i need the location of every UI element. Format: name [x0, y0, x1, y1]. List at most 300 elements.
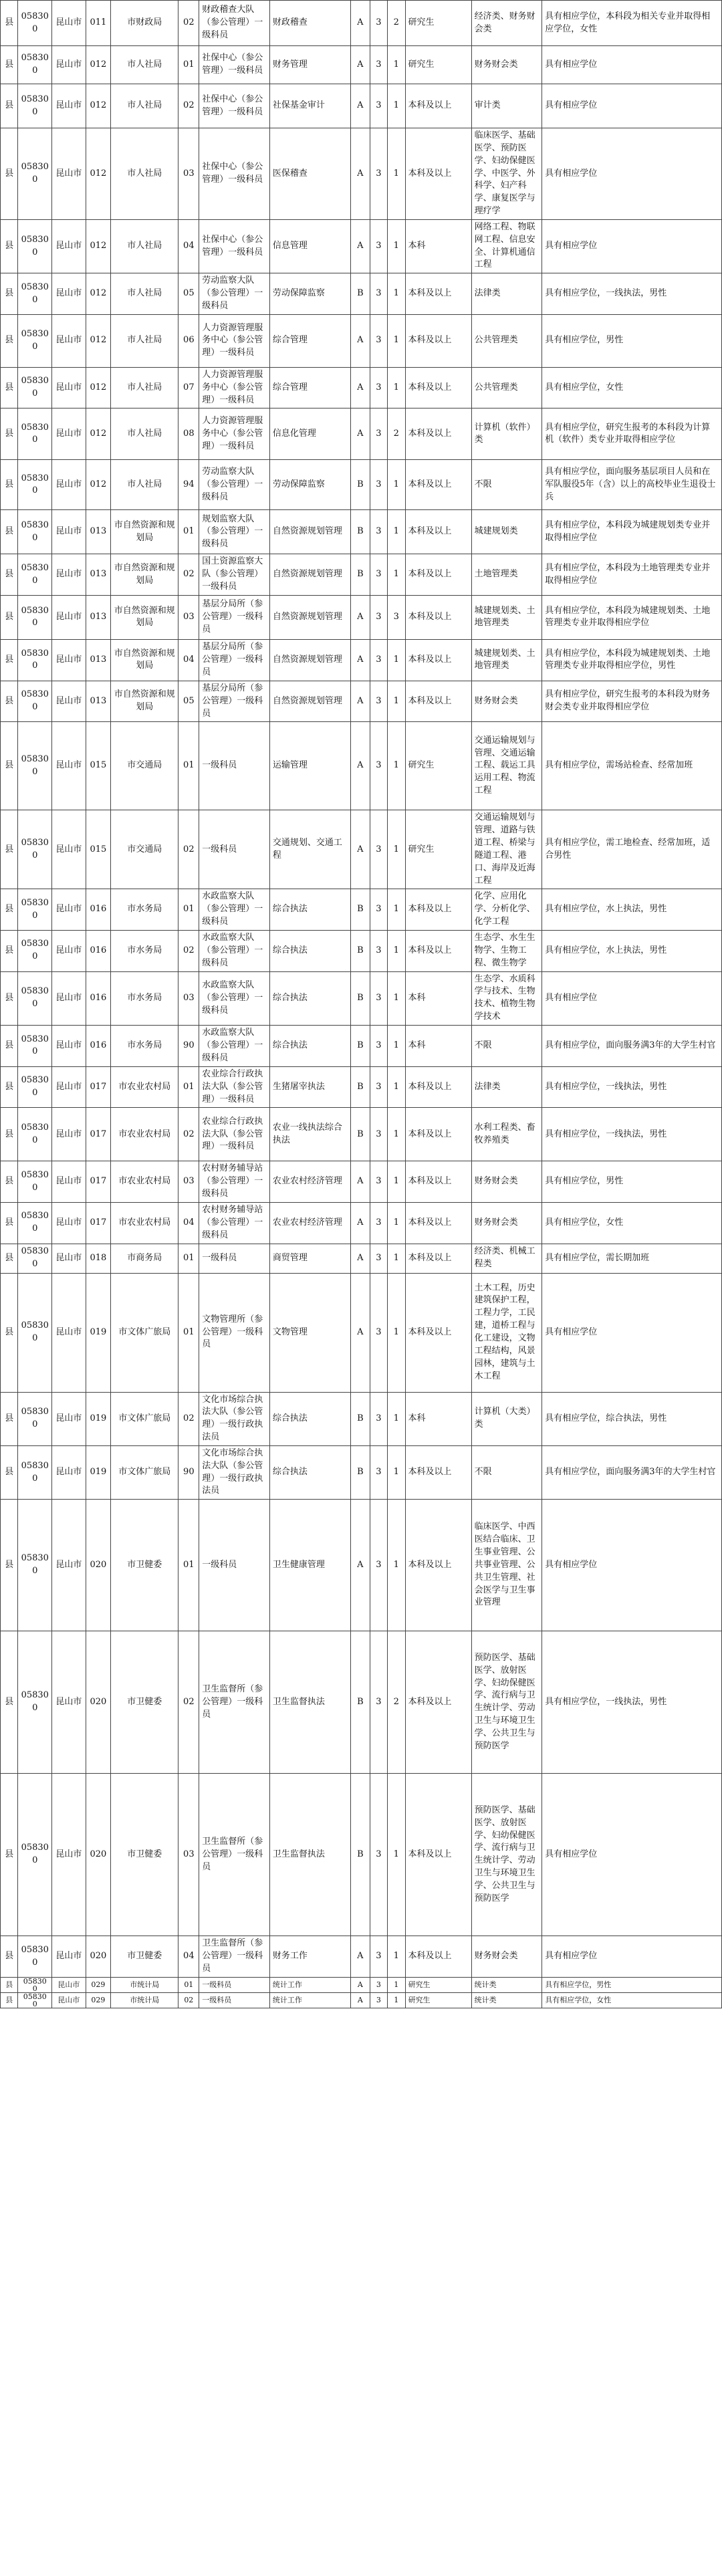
cell-unit-code: 012 [86, 84, 110, 128]
cell-dept-code: 058300 [18, 1977, 52, 1992]
cell-position-code: 02 [178, 1392, 199, 1445]
table-row [1, 1108, 722, 1161]
cell-education: 本科及以上 [405, 408, 471, 460]
cell-major: 财务财会类 [471, 1202, 542, 1244]
cell-position-name: 劳动监察大队（参公管理）一级科员 [199, 273, 270, 315]
cell-education: 本科及以上 [405, 1936, 471, 1978]
cell-city: 昆山市 [52, 1161, 86, 1203]
table-row [1, 1977, 722, 1992]
cell-position-name: 水政监察大队（参公管理）一级科员 [199, 889, 270, 931]
cell-major: 不限 [471, 1025, 542, 1066]
cell-position-code: 04 [178, 1936, 199, 1978]
table-row [1, 128, 722, 220]
cell-position-name: 卫生监督所（参公管理）一级科员 [199, 1936, 270, 1978]
table-row [1, 408, 722, 460]
cell-major: 城建规划类、土地管理类 [471, 595, 542, 639]
cell-position-type: 运输管理 [269, 722, 350, 810]
cell-position-code: 02 [178, 554, 199, 596]
cell-position-name: 农村财务辅导站（参公管理）一级科员 [199, 1202, 270, 1244]
cell-education: 本科及以上 [405, 1108, 471, 1161]
cell-level: 县 [1, 1500, 18, 1631]
cell-exam-category: A [351, 314, 370, 367]
cell-ratio: 3 [370, 46, 387, 84]
cell-department: 市自然资源和规划局 [111, 510, 178, 554]
table-row [1, 1774, 722, 1936]
cell-position-type: 财政稽查 [269, 1, 350, 46]
cell-ratio: 3 [370, 722, 387, 810]
cell-exam-category: B [351, 971, 370, 1025]
cell-ratio: 3 [370, 1244, 387, 1273]
cell-position-type: 卫生监督执法 [269, 1631, 350, 1774]
cell-department: 市统计局 [111, 1992, 178, 2008]
cell-position-name: 人力资源管理服务中心（参公管理）一级科员 [199, 367, 270, 408]
cell-major: 财务财会类 [471, 46, 542, 84]
table-row [1, 1445, 722, 1499]
cell-position-type: 社保基金审计 [269, 84, 350, 128]
cell-ratio: 3 [370, 554, 387, 596]
cell-dept-code: 058300 [18, 722, 52, 810]
cell-department: 市农业农村局 [111, 1066, 178, 1108]
cell-position-code: 01 [178, 510, 199, 554]
cell-position-name: 基层分局所（参公管理）一级科员 [199, 681, 270, 722]
cell-requirements: 具有相应学位，女性 [542, 1992, 722, 2008]
cell-major: 生态学、水生生物学、生物工程、微生物学 [471, 931, 542, 972]
cell-city: 昆山市 [52, 931, 86, 972]
cell-exam-category: A [351, 1977, 370, 1992]
cell-requirements: 具有相应学位 [542, 1774, 722, 1936]
cell-department: 市人社局 [111, 84, 178, 128]
cell-exam-category: A [351, 367, 370, 408]
cell-department: 市水务局 [111, 1025, 178, 1066]
cell-position-code: 04 [178, 219, 199, 273]
cell-major: 财务财会类 [471, 1936, 542, 1978]
cell-level: 县 [1, 510, 18, 554]
cell-requirements: 具有相应学位，面向服务满3年的大学生村官 [542, 1025, 722, 1066]
cell-position-code: 03 [178, 595, 199, 639]
cell-education: 本科及以上 [405, 1202, 471, 1244]
cell-ratio: 3 [370, 219, 387, 273]
cell-department: 市交通局 [111, 722, 178, 810]
cell-unit-code: 012 [86, 408, 110, 460]
table-row [1, 1202, 722, 1244]
cell-dept-code: 058300 [18, 971, 52, 1025]
cell-quota: 1 [388, 1774, 405, 1936]
cell-major: 交通运输规划与管理、道路与铁道工程、桥梁与隧道工程、港口、海岸及近海工程 [471, 810, 542, 889]
cell-quota: 1 [388, 1936, 405, 1978]
cell-level: 县 [1, 273, 18, 315]
cell-major: 公共管理类 [471, 367, 542, 408]
cell-quota: 1 [388, 971, 405, 1025]
cell-city: 昆山市 [52, 1774, 86, 1936]
cell-requirements: 具有相应学位，面向服务基层项目人员和在军队服役5年（含）以上的高校毕业生退役士兵 [542, 460, 722, 510]
cell-ratio: 3 [370, 1445, 387, 1499]
cell-major: 交通运输规划与管理、交通运输工程、载运工具运用工程、物流工程 [471, 722, 542, 810]
cell-dept-code: 058300 [18, 408, 52, 460]
cell-exam-category: B [351, 1392, 370, 1445]
table-row [1, 889, 722, 931]
cell-position-name: 水政监察大队（参公管理）一级科员 [199, 931, 270, 972]
cell-position-code: 02 [178, 1992, 199, 2008]
cell-level: 县 [1, 1774, 18, 1936]
cell-ratio: 3 [370, 681, 387, 722]
cell-unit-code: 013 [86, 554, 110, 596]
cell-position-name: 社保中心（参公管理）一级科员 [199, 84, 270, 128]
cell-quota: 1 [388, 367, 405, 408]
cell-city: 昆山市 [52, 722, 86, 810]
cell-city: 昆山市 [52, 408, 86, 460]
cell-dept-code: 058300 [18, 889, 52, 931]
cell-dept-code: 058300 [18, 931, 52, 972]
cell-exam-category: A [351, 639, 370, 681]
cell-education: 本科及以上 [405, 1161, 471, 1203]
cell-ratio: 3 [370, 84, 387, 128]
cell-dept-code: 058300 [18, 510, 52, 554]
cell-department: 市人社局 [111, 46, 178, 84]
cell-ratio: 3 [370, 639, 387, 681]
cell-position-type: 自然资源规划管理 [269, 510, 350, 554]
table-row [1, 314, 722, 367]
cell-education: 本科及以上 [405, 1066, 471, 1108]
cell-requirements: 具有相应学位，需长期加班 [542, 1244, 722, 1273]
cell-exam-category: B [351, 273, 370, 315]
cell-unit-code: 012 [86, 460, 110, 510]
cell-education: 本科及以上 [405, 1774, 471, 1936]
cell-unit-code: 020 [86, 1631, 110, 1774]
cell-position-type: 综合执法 [269, 1025, 350, 1066]
cell-ratio: 3 [370, 595, 387, 639]
cell-position-code: 02 [178, 1108, 199, 1161]
cell-dept-code: 058300 [18, 1066, 52, 1108]
cell-dept-code: 058300 [18, 1936, 52, 1978]
table-row [1, 1066, 722, 1108]
cell-position-name: 人力资源管理服务中心（参公管理）一级科员 [199, 408, 270, 460]
cell-exam-category: A [351, 1500, 370, 1631]
cell-major: 计算机（大类）类 [471, 1392, 542, 1445]
cell-ratio: 3 [370, 1, 387, 46]
cell-position-code: 01 [178, 889, 199, 931]
cell-ratio: 3 [370, 408, 387, 460]
cell-position-type: 自然资源规划管理 [269, 681, 350, 722]
cell-dept-code: 058300 [18, 1161, 52, 1203]
cell-position-code: 02 [178, 810, 199, 889]
cell-education: 本科及以上 [405, 1244, 471, 1273]
cell-position-name: 一级科员 [199, 1500, 270, 1631]
cell-requirements: 具有相应学位，本科段为城建规划类、土地管理类专业并取得相应学位 [542, 595, 722, 639]
cell-city: 昆山市 [52, 1445, 86, 1499]
cell-major: 化学、应用化学、分析化学、化学工程 [471, 889, 542, 931]
cell-level: 县 [1, 219, 18, 273]
cell-dept-code: 058300 [18, 1202, 52, 1244]
cell-ratio: 3 [370, 931, 387, 972]
table-row [1, 1244, 722, 1273]
cell-position-name: 农业综合行政执法大队（参公管理）一级科员 [199, 1066, 270, 1108]
cell-education: 本科及以上 [405, 128, 471, 220]
cell-education: 研究生 [405, 1992, 471, 2008]
cell-requirements: 具有相应学位，男性 [542, 1161, 722, 1203]
cell-dept-code: 058300 [18, 1774, 52, 1936]
cell-exam-category: A [351, 408, 370, 460]
cell-requirements: 具有相应学位，一线执法，男性 [542, 1108, 722, 1161]
cell-requirements: 具有相应学位，女性 [542, 367, 722, 408]
cell-ratio: 3 [370, 1273, 387, 1392]
cell-position-code: 01 [178, 722, 199, 810]
cell-education: 本科及以上 [405, 554, 471, 596]
cell-quota: 1 [388, 1992, 405, 2008]
cell-requirements: 具有相应学位，水上执法，男性 [542, 889, 722, 931]
cell-position-name: 卫生监督所（参公管理）一级科员 [199, 1631, 270, 1774]
cell-unit-code: 020 [86, 1936, 110, 1978]
cell-unit-code: 020 [86, 1774, 110, 1936]
cell-requirements: 具有相应学位，一线执法，男性 [542, 1631, 722, 1774]
cell-department: 市人社局 [111, 460, 178, 510]
table-row [1, 1161, 722, 1203]
cell-dept-code: 058300 [18, 367, 52, 408]
cell-city: 昆山市 [52, 460, 86, 510]
cell-exam-category: B [351, 889, 370, 931]
cell-exam-category: B [351, 1774, 370, 1936]
cell-exam-category: A [351, 128, 370, 220]
cell-position-type: 农业农村经济管理 [269, 1161, 350, 1203]
cell-department: 市水务局 [111, 931, 178, 972]
cell-position-type: 交通规划、交通工程 [269, 810, 350, 889]
cell-education: 本科 [405, 1025, 471, 1066]
cell-education: 本科 [405, 971, 471, 1025]
cell-position-name: 文化市场综合执法大队（参公管理）一级行政执法员 [199, 1445, 270, 1499]
cell-dept-code: 058300 [18, 810, 52, 889]
table-row [1, 931, 722, 972]
table-row [1, 1631, 722, 1774]
cell-education: 本科 [405, 219, 471, 273]
cell-unit-code: 017 [86, 1202, 110, 1244]
cell-position-name: 财政稽查大队（参公管理）一级科员 [199, 1, 270, 46]
cell-dept-code: 058300 [18, 1025, 52, 1066]
cell-quota: 1 [388, 460, 405, 510]
cell-position-name: 文化市场综合执法大队（参公管理）一级行政执法员 [199, 1392, 270, 1445]
cell-unit-code: 015 [86, 722, 110, 810]
cell-position-name: 基层分局所（参公管理）一级科员 [199, 639, 270, 681]
cell-unit-code: 017 [86, 1161, 110, 1203]
table-row [1, 554, 722, 596]
cell-requirements: 具有相应学位，一线执法，男性 [542, 273, 722, 315]
table-row [1, 595, 722, 639]
table-row [1, 273, 722, 315]
cell-position-type: 综合执法 [269, 931, 350, 972]
cell-position-type: 自然资源规划管理 [269, 554, 350, 596]
cell-ratio: 3 [370, 1500, 387, 1631]
cell-position-type: 农业农村经济管理 [269, 1202, 350, 1244]
cell-exam-category: B [351, 1108, 370, 1161]
cell-position-type: 卫生监督执法 [269, 1774, 350, 1936]
cell-unit-code: 016 [86, 1025, 110, 1066]
cell-position-name: 水政监察大队（参公管理）一级科员 [199, 1025, 270, 1066]
cell-position-name: 国土资源监察大队（参公管理）一级科员 [199, 554, 270, 596]
cell-exam-category: A [351, 1992, 370, 2008]
cell-department: 市文体广旅局 [111, 1392, 178, 1445]
cell-position-code: 02 [178, 931, 199, 972]
cell-city: 昆山市 [52, 1936, 86, 1978]
cell-position-name: 社保中心（参公管理）一级科员 [199, 46, 270, 84]
cell-exam-category: B [351, 1066, 370, 1108]
cell-dept-code: 058300 [18, 1445, 52, 1499]
cell-quota: 1 [388, 1500, 405, 1631]
cell-unit-code: 012 [86, 46, 110, 84]
cell-position-code: 03 [178, 1161, 199, 1203]
cell-unit-code: 011 [86, 1, 110, 46]
cell-position-code: 01 [178, 1977, 199, 1992]
cell-education: 本科及以上 [405, 889, 471, 931]
cell-requirements: 具有相应学位，面向服务满3年的大学生村官 [542, 1445, 722, 1499]
cell-dept-code: 058300 [18, 1500, 52, 1631]
cell-department: 市文体广旅局 [111, 1445, 178, 1499]
cell-position-code: 07 [178, 367, 199, 408]
cell-education: 本科及以上 [405, 84, 471, 128]
cell-level: 县 [1, 1161, 18, 1203]
cell-city: 昆山市 [52, 639, 86, 681]
cell-quota: 1 [388, 314, 405, 367]
cell-unit-code: 018 [86, 1244, 110, 1273]
cell-exam-category: B [351, 1445, 370, 1499]
cell-major: 城建规划类、土地管理类 [471, 639, 542, 681]
cell-department: 市人社局 [111, 314, 178, 367]
cell-dept-code: 058300 [18, 460, 52, 510]
cell-requirements: 具有相应学位 [542, 128, 722, 220]
cell-city: 昆山市 [52, 1066, 86, 1108]
cell-quota: 1 [388, 1392, 405, 1445]
cell-ratio: 3 [370, 367, 387, 408]
cell-exam-category: A [351, 595, 370, 639]
cell-level: 县 [1, 595, 18, 639]
cell-department: 市卫健委 [111, 1936, 178, 1978]
cell-quota: 1 [388, 46, 405, 84]
cell-ratio: 3 [370, 1108, 387, 1161]
cell-ratio: 3 [370, 273, 387, 315]
cell-level: 县 [1, 810, 18, 889]
cell-level: 县 [1, 1202, 18, 1244]
cell-department: 市卫健委 [111, 1774, 178, 1936]
cell-requirements: 具有相应学位，需工地检查、经常加班，适合男性 [542, 810, 722, 889]
cell-exam-category: A [351, 1273, 370, 1392]
table-row [1, 681, 722, 722]
cell-ratio: 3 [370, 1936, 387, 1978]
cell-major: 不限 [471, 460, 542, 510]
cell-quota: 1 [388, 639, 405, 681]
cell-unit-code: 012 [86, 273, 110, 315]
cell-exam-category: A [351, 1, 370, 46]
cell-dept-code: 058300 [18, 1, 52, 46]
cell-unit-code: 012 [86, 128, 110, 220]
cell-level: 县 [1, 314, 18, 367]
cell-position-name: 农村财务辅导站（参公管理）一级科员 [199, 1161, 270, 1203]
cell-department: 市人社局 [111, 273, 178, 315]
cell-department: 市人社局 [111, 128, 178, 220]
cell-requirements: 具有相应学位，研究生报考的本科段为财务财会类专业并取得相应学位 [542, 681, 722, 722]
cell-position-code: 01 [178, 1273, 199, 1392]
cell-level: 县 [1, 931, 18, 972]
cell-dept-code: 058300 [18, 46, 52, 84]
cell-position-type: 综合执法 [269, 1392, 350, 1445]
table-row [1, 1992, 722, 2008]
cell-major: 计算机（软件）类 [471, 408, 542, 460]
cell-major: 不限 [471, 1445, 542, 1499]
cell-quota: 1 [388, 810, 405, 889]
cell-position-code: 94 [178, 460, 199, 510]
cell-education: 本科及以上 [405, 1631, 471, 1774]
cell-major: 财务财会类 [471, 1161, 542, 1203]
cell-city: 昆山市 [52, 971, 86, 1025]
cell-education: 本科及以上 [405, 460, 471, 510]
cell-city: 昆山市 [52, 314, 86, 367]
cell-level: 县 [1, 1273, 18, 1392]
cell-major: 经济类、机械工程类 [471, 1244, 542, 1273]
cell-ratio: 3 [370, 1977, 387, 1992]
cell-unit-code: 013 [86, 595, 110, 639]
cell-level: 县 [1, 1977, 18, 1992]
cell-department: 市自然资源和规划局 [111, 681, 178, 722]
cell-unit-code: 015 [86, 810, 110, 889]
cell-position-type: 财务工作 [269, 1936, 350, 1978]
cell-position-type: 卫生健康管理 [269, 1500, 350, 1631]
cell-education: 本科 [405, 1392, 471, 1445]
cell-quota: 1 [388, 1244, 405, 1273]
cell-department: 市卫健委 [111, 1500, 178, 1631]
cell-requirements: 具有相应学位 [542, 84, 722, 128]
cell-education: 本科及以上 [405, 1445, 471, 1499]
cell-ratio: 3 [370, 889, 387, 931]
cell-quota: 1 [388, 1025, 405, 1066]
cell-dept-code: 058300 [18, 128, 52, 220]
cell-position-type: 医保稽查 [269, 128, 350, 220]
table-row [1, 1392, 722, 1445]
cell-ratio: 3 [370, 460, 387, 510]
cell-city: 昆山市 [52, 595, 86, 639]
cell-education: 本科及以上 [405, 367, 471, 408]
cell-education: 本科及以上 [405, 510, 471, 554]
cell-position-type: 生猪屠宰执法 [269, 1066, 350, 1108]
table-row [1, 722, 722, 810]
cell-department: 市卫健委 [111, 1631, 178, 1774]
cell-education: 研究生 [405, 1977, 471, 1992]
cell-city: 昆山市 [52, 1500, 86, 1631]
cell-quota: 2 [388, 1, 405, 46]
cell-requirements: 具有相应学位，水上执法，男性 [542, 931, 722, 972]
cell-unit-code: 012 [86, 367, 110, 408]
cell-city: 昆山市 [52, 46, 86, 84]
cell-exam-category: A [351, 722, 370, 810]
cell-position-code: 06 [178, 314, 199, 367]
cell-city: 昆山市 [52, 128, 86, 220]
cell-requirements: 具有相应学位 [542, 971, 722, 1025]
table-row [1, 84, 722, 128]
table-row [1, 810, 722, 889]
cell-position-name: 基层分局所（参公管理）一级科员 [199, 595, 270, 639]
cell-city: 昆山市 [52, 84, 86, 128]
cell-level: 县 [1, 889, 18, 931]
cell-city: 昆山市 [52, 1977, 86, 1992]
cell-quota: 1 [388, 1108, 405, 1161]
cell-quota: 1 [388, 1202, 405, 1244]
cell-position-name: 文物管理所（参公管理）一级科员 [199, 1273, 270, 1392]
cell-major: 土木工程，历史建筑保护工程，工程力学，工民建，道桥工程与化工建设，文物工程结构，风景园林，建筑与土木工程 [471, 1273, 542, 1392]
cell-department: 市自然资源和规划局 [111, 595, 178, 639]
cell-dept-code: 058300 [18, 595, 52, 639]
cell-position-code: 03 [178, 1774, 199, 1936]
cell-quota: 3 [388, 595, 405, 639]
cell-dept-code: 058300 [18, 273, 52, 315]
cell-ratio: 3 [370, 1161, 387, 1203]
cell-unit-code: 013 [86, 681, 110, 722]
cell-education: 本科及以上 [405, 639, 471, 681]
cell-city: 昆山市 [52, 1273, 86, 1392]
